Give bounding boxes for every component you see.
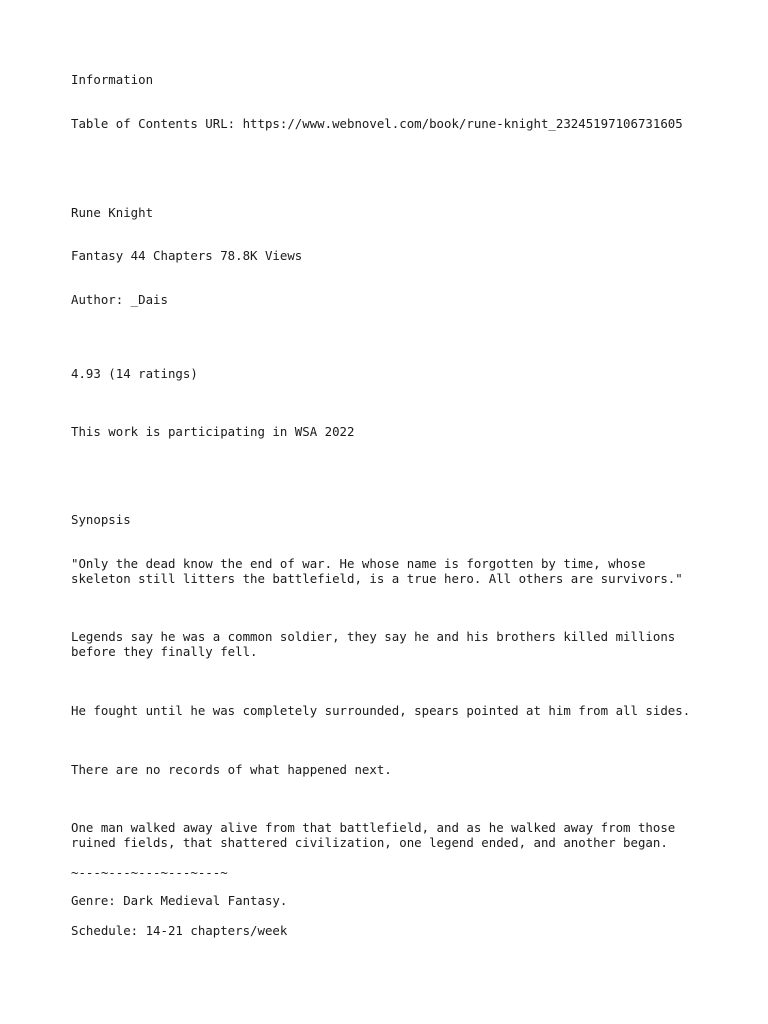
synopsis-paragraph: One man walked away alive from that battlefield, and as he walked away from those ruined fields, that shattered civilization, one legend ended, and another began. — [71, 820, 683, 850]
schedule-line: Schedule: 14-21 chapters/week — [71, 923, 288, 938]
table-of-contents-url: Table of Contents URL: https://www.webnovel.com/book/rune-knight_23245197106731605 — [71, 116, 683, 131]
book-rating: 4.93 (14 ratings) — [71, 366, 198, 381]
book-title: Rune Knight — [71, 205, 154, 220]
divider: ~---~---~---~---~---~ — [71, 865, 228, 880]
synopsis-paragraph: Legends say he was a common soldier, they say he and his brothers killed millions before they finally fell. — [71, 629, 683, 659]
synopsis-heading: Synopsis — [71, 512, 131, 527]
book-meta: Fantasy 44 Chapters 78.8K Views — [71, 248, 303, 263]
information-heading: Information — [71, 72, 154, 87]
synopsis-paragraph: He fought until he was completely surrounded, spears pointed at him from all sides. — [71, 703, 691, 718]
synopsis-paragraph: "Only the dead know the end of war. He whose name is forgotten by time, whose skeleton still litters the battlefield, is a true hero. All others are survivors." — [71, 556, 683, 586]
genre-line: Genre: Dark Medieval Fantasy. — [71, 893, 288, 908]
book-author: Author: _Dais — [71, 292, 168, 307]
wsa-participation: This work is participating in WSA 2022 — [71, 424, 355, 439]
synopsis-paragraph: There are no records of what happened next. — [71, 762, 392, 777]
